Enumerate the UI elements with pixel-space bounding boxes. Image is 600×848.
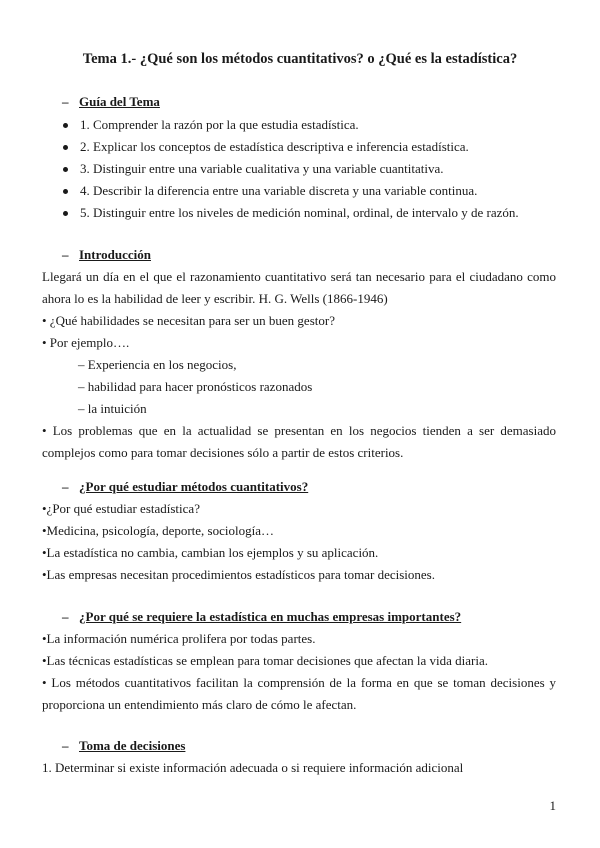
intro-subitem: – habilidad para hacer pronósticos razonados — [78, 379, 313, 394]
intro-bullet: • Los problemas que en la actualidad se presentan en los negocios tienden a ser demasiado complejos como para tomar decisiones sólo a partir de estos criterios. — [42, 423, 556, 460]
guide-heading — [42, 91, 556, 113]
why-study-item: •La estadística no cambia, cambian los ejemplos y su aplicación. — [42, 545, 379, 560]
guide-item: 3. Distinguir entre una variable cualitativa y una variable cuantitativa. — [42, 158, 556, 180]
decisions-section — [42, 735, 556, 779]
intro-subitem: – la intuición — [78, 401, 147, 416]
intro-heading — [42, 244, 556, 266]
intro-bullet: • ¿Qué habilidades se necesitan para ser un buen gestor? — [42, 313, 335, 328]
guide-item: 2. Explicar los conceptos de estadística descriptiva e inferencia estadística. — [42, 136, 556, 158]
dash-marker: – — [62, 479, 69, 494]
intro-subitem: – Experiencia en los negocios, — [78, 357, 237, 372]
decisions-heading-text: Toma de decisiones — [79, 738, 186, 753]
why-required-item: • Los métodos cuantitativos facilitan la comprensión de la forma en que se toman decisiones y proporciona un entendimiento más claro de cómo le afectan. — [42, 675, 556, 712]
guide-item: 4. Describir la diferencia entre una variable discreta y una variable continua. — [42, 180, 556, 202]
why-study-heading-text: ¿Por qué estudiar métodos cuantitativos? — [79, 479, 309, 494]
intro-bullet: • Por ejemplo…. — [42, 335, 130, 350]
intro-quote: Llegará un día en el que el razonamiento cuantitativo será tan necesario para el ciudadano como ahora lo es la habilidad de leer y escribir. H. G. Wells (1866-1946) — [42, 269, 556, 306]
dash-marker: – — [62, 738, 69, 753]
why-study-item: •Medicina, psicología, deporte, sociología… — [42, 523, 274, 538]
why-required-heading — [42, 606, 556, 628]
why-study-item: •¿Por qué estudiar estadística? — [42, 501, 200, 516]
dash-marker: – — [62, 247, 69, 262]
guide-heading-text: Guía del Tema — [79, 94, 160, 109]
page-number: 1 — [549, 798, 556, 813]
guide-item: 5. Distinguir entre los niveles de medición nominal, ordinal, de intervalo y de razón. — [42, 202, 556, 224]
guide-list — [42, 114, 556, 224]
page-title: Tema 1.- ¿Qué son los métodos cuantitativos? o ¿Qué es la estadística? — [82, 51, 518, 67]
decisions-heading — [42, 735, 556, 757]
intro-heading-text: Introducción — [79, 247, 151, 262]
decisions-item: 1. Determinar si existe información adecuada o si requiere información adicional — [42, 760, 464, 775]
why-required-item: •Las técnicas estadísticas se emplean para tomar decisiones que afectan la vida diaria. — [42, 653, 488, 668]
why-study-heading — [42, 476, 556, 498]
intro-section — [42, 244, 556, 464]
why-required-item: •La información numérica prolifera por todas partes. — [42, 631, 316, 646]
why-required-section — [42, 606, 556, 716]
dash-marker: – — [62, 94, 69, 109]
guide-item: 1. Comprender la razón por la que estudia estadística. — [42, 114, 556, 136]
why-study-item: •Las empresas necesitan procedimientos estadísticos para tomar decisiones. — [42, 567, 435, 582]
guide-section — [42, 91, 556, 224]
why-required-heading-text: ¿Por qué se requiere la estadística en muchas empresas importantes? — [79, 609, 462, 624]
dash-marker: – — [62, 609, 69, 624]
why-study-section — [42, 476, 556, 586]
